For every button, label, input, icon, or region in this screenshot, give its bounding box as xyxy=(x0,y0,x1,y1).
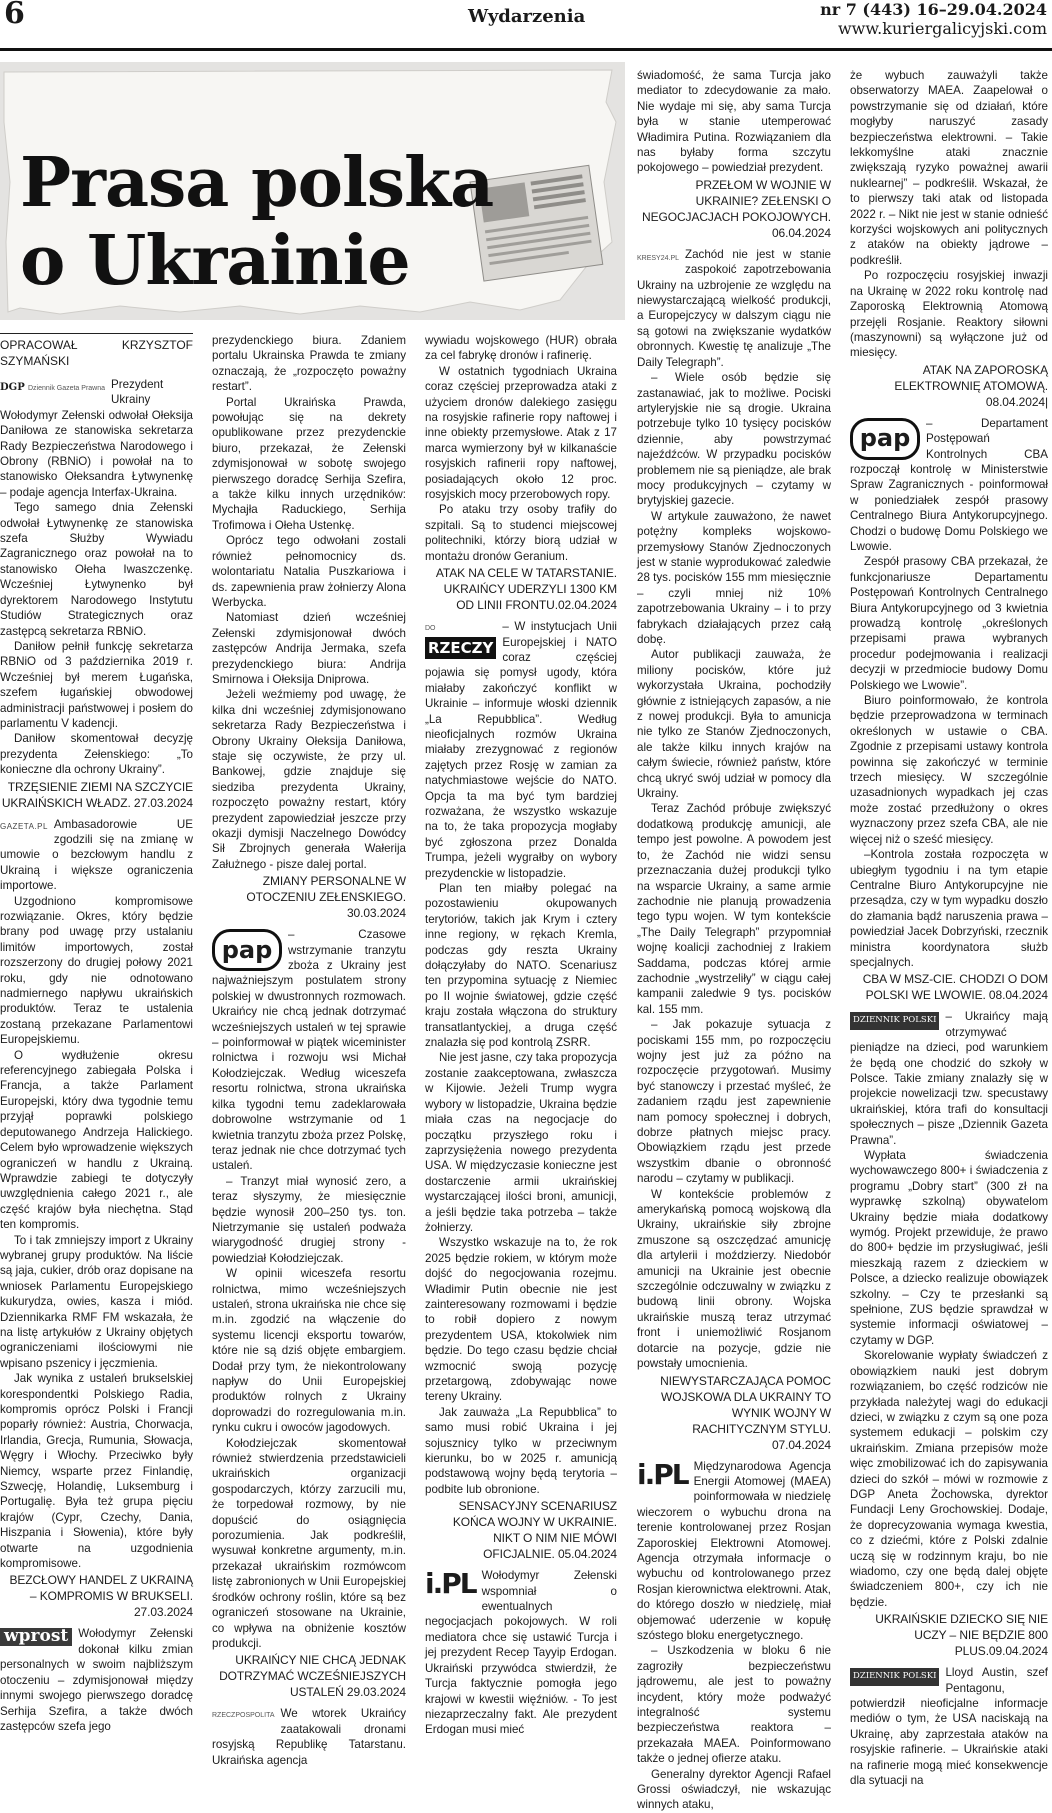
page-header xyxy=(0,0,1052,51)
article-paragraph: We wtorek Ukraińcy zaatakowali dronami rosyjską Republikę Tatarstanu. Ukraińska agencja xyxy=(212,1707,406,1767)
issue-info xyxy=(820,0,1047,38)
article-paragraph: Autor publikacji zauważa, że miliony pocisków, które już wykorzystała Ukraina, pochodziły głównie z istniejących zapasów, a nie z nowej produkcji. Była to amunicja nie tylko ze Stanów Zjednoczonych, ale także kilku innych krajów na całym świecie, również państw, które chcą ukryć swój udział w pomocy dla Ukrainy. xyxy=(637,648,831,801)
article-paragraph: – Jak pokazuje sytuacja z pociskami 155 mm, po rozpoczęciu wojny jest już za późno na rozpoczęcie przygotowań. Musimy być stanowczy i przestać myśleć, że zadaniem rządu jest zapewnienie nam pomocy społecznej i dobrych, dobrze płatnych miejsc pracy. Obowiązkiem rządu jest przede wszystkim dbanie o obronność narodu – czytamy w publikacji. xyxy=(637,1018,831,1186)
article-paragraph: Plan ten miałby polegać na pozostawieniu okupowanych terytoriów, takich jak Krym i cztery inne regiony, w rękach Kremla, podczas gdy reszta Ukrainy dołączyłaby do NATO. Scenariusz ten przypomina sytuację z Niemiec po II wojnie światowej, gdzie część kraju została włączona do struktury transatlantyckiej, a druga część znalazła się pod kontrolą ZSRR. xyxy=(425,882,617,1050)
pap-logo: pap xyxy=(850,418,920,460)
rzeczpospolita-logo: RZECZPOSPOLITA xyxy=(212,1712,275,1720)
article-paragraph: Tego samego dnia Zełenski odwołał Łytwynenkę ze stanowiska szefa Służby Wywiadu Zagranicznego oraz powołał na to stanowisko Ołeha Iwaszczenkę. Wcześniej Łytwynenko był dyrektorem Narodowego Instytutu Studiów Strategicznych oraz zastępcą sekretarza RBNiO. xyxy=(0,501,193,638)
article-headline: ZMIANY PERSONALNE W OTOCZENIU ZEŁENSKIEGO. 30.03.2024 xyxy=(246,874,406,921)
article-paragraph: Teraz Zachód próbuje zwiększyć dodatkową produkcję amunicji, ale tempo jest powolne. A powodem jest to, że Zachód nie widzi sensu przeznaczania dużej produkcji tylko na wsparcie Ukrainy, a same armie zachodnie nie planują prowadzenia tego typu wojen. W tym kontekście „The Daily Telegraph” przypomniał wojnę koalicji zachodniej z Irakiem Saddama, podczas której armie zachodnie „wystrzeliły” w ciągu całej kampanii zaledwie 9 tys. pocisków kal. 155 mm. xyxy=(637,802,831,1016)
article-headline: SENSACYJNY SCENARIUSZ KOŃCA WOJNY W UKRAINIE. NIKT O NIM NIE MÓWI OFICJALNIE. 05.04.2024 xyxy=(452,1499,617,1562)
article-paragraph: Natomiast dzień wcześniej Zełenski zdymisjonował dwóch zastępców Andrija Jermaka, szefa prezydenckiego biura: Andrija Smirnowa i Ołeksija Dniprowa. xyxy=(212,611,406,686)
article-headline: TRZĘSIENIE ZIEMI NA SZCZYCIE UKRAIŃSKICH WŁADZ. 27.03.2024 xyxy=(1,779,193,810)
article-paragraph: Wołodymyr Zełenski dokonał kilku zmian personalnych w swoim najbliższym otoczeniu – zdymisjonował między innymi swojego pierwszego doradcę Serhija Szefira, a także dwóch zastępców szefa jego xyxy=(0,1627,193,1733)
article-paragraph: – W instytucjach Unii Europejskiej i NATO coraz częściej pojawia się pomysł ugody, która miałaby zakończyć konflikt w Ukrainie – informuje włoski dziennik „La Repubblica”. Według nieoficjalnych rozmów Ukraina miałaby zrezygnować z regionów zajętych przez Rosję w zamian za natychmiastowe wejście do NATO. Opcja ta ma być tym bardziej rozważana, że wszystko wskazuje na to, że taka propozycja mogłaby być zgłoszona przez Donalda Trumpa, jeżeli wygrałby on wybory prezydenckie w listopadzie. xyxy=(425,620,617,880)
dziennik-polski-logo: DZIENNIK POLSKI xyxy=(850,1668,939,1685)
ipl-logo: i.PL xyxy=(637,1457,688,1491)
wprost-logo: wprost xyxy=(0,1628,72,1645)
article-paragraph: Ambasadorowie UE zgodzili się na zmianę w umowie o bezcłowym handlu z Ukrainą i większe ograniczenia importowe. xyxy=(0,817,193,893)
article-paragraph: Wołodymyr Zełenski wspomniał o ewentualnych negocjacjach pokojowych. W roli mediatora chce się ustawić Turcja i jej prezydent Recep Tayyip Erdogan. Ukraiński przywódca stwierdził, że Turcja faktycznie pomogła jego krajowi w kwestii więźniów. - To jest niezaprzeczalny fakt. Ale prezydent Erdogan musi mieć xyxy=(425,1569,617,1737)
article-paragraph: – Ukraińcy mają otrzymywać pieniądze na dzieci, pod warunkiem że będą one chodzić do szkoły w Polsce. Takie zmiany znalazły się w projekcie nowelizacji tzw. specustawy ukraińskiej, która trafi do konsultacji społecznych – pisze „Dziennik Gazeta Prawna”. xyxy=(850,1010,1048,1147)
article-paragraph: To i tak zmniejszy import z Ukrainy wybranej grupy produktów. Na liście są jaja, cukier, drób oraz dopisane na wniosek Parlamentu Europejskiego kukurydza, owies, kasza i miód. Dziennikarka RMF FM wskazała, że na listę artykułów z Ukrainy objętych ograniczeniami ilościowymi nie wpisano pszenicy i jęczmienia. xyxy=(0,1233,193,1370)
article-paragraph: O wydłużenie okresu referencyjnego zabiegała Polska i Francja, a także Parlament Europejski, który dwa tygodnie temu przyjął poprawki polskiego deputowanego Andrzeja Halickiego. Celem było wprowadzenie większych ograniczeń w handlu z Ukrainą. Wprawdzie zabiegi te dotyczyły uwzględnienia całego 2021 r., ale część krajów była niechętna. Stąd ten kompromis. xyxy=(0,1048,193,1232)
article-paragraph: W opinii wiceszefa resortu rolnictwa, mimo wcześniejszych ustaleń, strona ukraińska nie chce się m.in. zgodzić na włączenie do systemu licencji eksportu towarów, które nie są dziś objęte embargiem. Dodał przy tym, że niekontrolowany napływ do Unii Europejskiej produktów rolnych z Ukrainy doprowadzi do rozregulowania m.in. rynku cukru i owoców jagodowych. xyxy=(212,1267,406,1435)
article-paragraph: Lloyd Austin, szef Pentagonu, potwierdził nieoficjalne informacje mediów o tym, że USA naciskają na Ukrainę, aby zaprzestała ataków na rosyjskie rafinerie. – Ukraińskie ataki na rafinerie mogą mieć konsekwencje dla sytuacji na xyxy=(850,1666,1048,1788)
title-banner xyxy=(0,62,625,320)
author-byline: OPRACOWAŁ KRZYSZTOF SZYMAŃSKI xyxy=(0,333,193,369)
section-title: Wydarzenia xyxy=(468,6,586,27)
page-number: 6 xyxy=(4,0,25,31)
article-paragraph: Po ataku trzy osoby trafiły do szpitali. Są to studenci miejscowej politechniki, którzy biorą udział w montażu dronów Geranium. xyxy=(425,503,617,563)
article-headline: NIEWYSTARCZAJĄCA POMOC WOJSKOWA DLA UKRAINY TO WYNIK WOJNY W RACHITYCZNYM STYLU. 07.04.2024 xyxy=(660,1373,831,1452)
article-headline: ATAK NA ZAPOROSKĄ ELEKTROWNIĘ ATOMOWĄ. 08.04.2024| xyxy=(894,362,1048,409)
article-headline: BEZCŁOWY HANDEL Z UKRAINĄ – KOMPROMIS W BRUKSELI. 27.03.2024 xyxy=(9,1573,193,1620)
article-paragraph: Nie jest jasne, czy taka propozycja zostanie zaakceptowana, zwłaszcza w Kijowie. Jeżeli Trump wygra wybory w listopadzie, Ukraina będzie miała czas na negocjacje do początku przyszłego roku i zaprzysiężenia nowego prezydenta USA. W międzyczasie konieczne jest dostarczenie armii ukraińskiej wystarczającej ilości broni, amunicji, a jeśli będzie taka potrzeba – także żołnierzy. xyxy=(425,1051,617,1234)
article-paragraph: Zachód nie jest w stanie zaspokoić zapotrzebowania Ukrainy na uzbrojenie ze względu na niewystarczającą wielkość produkcji, a Europejczycy w dalszym ciągu nie są gotowi na zwiększanie wydatków obronnych. Kwestię tę analizuje „The Daily Telegraph”. xyxy=(637,247,831,369)
dziennik-polski-logo: DZIENNIK POLSKI xyxy=(850,1012,939,1029)
dgp-logo: DGP Dziennik Gazeta Prawna xyxy=(0,382,106,393)
article-paragraph: Zespół prasowy CBA przekazał, że funkcjonariusze Departamentu Postępowań Kontrolnych Centralnego Biura Antykorupcyjnego od 3 kwietnia prowadzą kontrolę „określonych przepisami prawa wybranych procedur podejmowania i realizacji decyzji w przedmiocie budowy Domu Polskiego we Lwowie”. xyxy=(850,555,1048,692)
article-headline: UKRAIŃCY NIE CHCĄ JEDNAK DOTRZYMAĆ WCZEŚNIEJSZYCH USTALEŃ 29.03.2024 xyxy=(219,1653,406,1700)
kresy24-logo: KRESY24.PL xyxy=(637,254,680,262)
article-paragraph: Uzgodniono kompromisowe rozwiązanie. Okres, który będzie brany pod uwagę przy ustalaniu limitów importowych, został rozszerzony do drugiej połowy 2021 roku, gdy nie odnotowano nadmiernego napływu ukraińskich produktów. Teraz te ustalenia zostaną przekazane Parlamentowi Europejskiemu. xyxy=(0,894,193,1047)
issue-number: nr 7 (443) 16–29.04.2024 xyxy=(820,0,1047,19)
column-2 xyxy=(212,333,406,1768)
article-paragraph: – Tranzyt miał wynosić zero, a teraz słyszymy, że miesięcznie będzie wynosił 200–250 tys. ton. Nietrzymanie się ustaleń podważa wiarygodność drugiej strony - powiedział Kołodziejczak. xyxy=(212,1174,406,1265)
article-paragraph: Kołodziejczak skomentował również stwierdzenia przedstawicieli ukraińskich organizacji gospodarczych, którzy zarzucili mu, że torpedował rozmowy, by nie dopuścić do osiągnięcia porozumienia. Jak podkreślił, wysuwał konkretne argumenty, m.in. przekazał ukraińskim rozmówcom listę zabronionych w Unii Europejskiej środków ochrony roślin, które są bez ograniczeń stosowane na Ukrainie, co wpływa na obniżenie kosztów produkcji. xyxy=(212,1436,406,1650)
page-title xyxy=(20,144,493,300)
title-line-1: Prasa polska xyxy=(20,143,494,223)
article-paragraph: Oprócz tego odwołani zostali również pełnomocnicy ds. wolontariatu Natalia Puszkariowa i ds. zapewnienia praw żołnierzy Alona Werbycka. xyxy=(212,534,406,609)
article-paragraph: W ostatnich tygodniach Ukraina coraz częściej przeprowadza ataki z użyciem dronów dalekiego zasięgu na rosyjskie rafinerie ropy naftowej i inne obiekty przemysłowe. Atak z 17 marca wymierzony był w kilkanaście rosyjskich rafinerii ropy naftowej, posiadających około 12 proc. rosyjskich mocy przerobowych ropy. xyxy=(425,364,617,502)
article-paragraph: Prezydent Ukrainy Wołodymyr Zełenski odwołał Ołeksija Daniłowa ze stanowiska sekretarza Rady Bezpieczeństwa Narodowego i Obrony (RBNiO) i powołał na to stanowisko Ołeksandra Łytwynenkę – podaje agencja Interfax-Ukraina. xyxy=(0,378,193,499)
article-paragraph: – Uszkodzenia w bloku 6 nie zagroziły bezpieczeństwu jądrowemu, ale jest to poważny incydent, który może podważyć integralność systemu bezpieczeństwa reaktora – przekazała MAEA. Poinformowano także o jednej ofierze ataku. xyxy=(637,1644,831,1766)
column-1 xyxy=(0,333,193,1734)
site-url[interactable]: www.kuriergalicyjski.com xyxy=(837,19,1047,38)
article-paragraph: W kontekście problemów z amerykańską pomocą wojskową dla Ukrainy, ukraińskie siły zbrojne zmuszone są oszczędzać amunicję dla artylerii i moździerzy. Niedobór amunicji na Ukrainie jest obecnie szczególnie odczuwalny w związku z budową linii obrony. Wojska ukraińskie muszą teraz utrzymać front i uniemożliwić Rosjanom dotarcie na pozycje, gdzie nie powstały umocnienia. xyxy=(637,1187,831,1371)
article-paragraph: Portal Ukraińska Prawda, powołując się na dekrety opublikowane przez prezydenckie biuro, przekazał, że Zełenski zdymisjonował w sobotę swojego pierwszego doradcę Serhija Szefira, a także kilku innych urzędników: Mychajła Raduckiego, Serhija Trofimowa i Ołeha Ustenkę. xyxy=(212,395,406,532)
article-headline: ATAK NA CELE W TATARSTANIE. UKRAIŃCY UDERZYLI 1300 KM OD LINII FRONTU.02.04.2024 xyxy=(435,566,617,613)
gazeta-logo: GAZETA.PL xyxy=(0,821,48,831)
article-paragraph: Daniłow skomentował decyzję prezydenta Zełenskiego: „To konieczne dla ochrony Ukrainy”. xyxy=(0,732,193,777)
article-paragraph: Jeżeli weźmiemy pod uwagę, że kilka dni wcześniej zdymisjonowano sekretarza Rady Bezpieczeństwa i Obrony Ukrainy Ołeksija Daniłowa, staje się oczywiste, że przy ul. Bankowej, gdzie znajduje się siedziba prezydenta Ukrainy, rozpoczęto poważny restart, który prezydent zapowiedział jeszcze przy okazji dymisji Naczelnego Dowódcy Sił Zbrojnych generała Wałerija Załużnego - pisze dalej portal. xyxy=(212,688,406,871)
article-headline: PRZEŁOM W WOJNIE W UKRAINIE? ZEŁENSKI O NEGOCJACJACH POKOJOWYCH. 06.04.2024 xyxy=(642,177,831,240)
column-3 xyxy=(425,333,617,1738)
article-paragraph: Po rozpoczęciu rosyjskiej inwazji na Ukrainę w 2022 roku kontrolę nad Zaporoską Elektrownią Atomową przejęli Rosjanie. Reaktory siłowni (maszynowni) są wyłączone już od miesięcy. xyxy=(850,269,1048,360)
article-paragraph: Biuro poinformowało, że kontrola będzie przeprowadzona w terminach określonych w ustawie o CBA. Zgodnie z przepisami ustawy kontrola powinna się zakończyć w terminie trzech miesięcy. W szczególnie uzasadnionych wypadkach jej czas może zostać przedłużony o okres wyznaczony przez szefa CBA, ale nie więcej niż o sześć miesięcy. xyxy=(850,694,1048,846)
column-4 xyxy=(637,68,831,1813)
article-paragraph: Wypłata świadczenia wychowawczego 800+ i świadczenia z programu „Dobry start” (300 zł na wyprawkę szkolną) obywatelom Ukrainy będzie miała dodatkowy wymóg. Projekt przewiduje, że prawo do 800+ będzie im przysługiwać, jeśli mieszkają razem z dzieckiem w Polsce, a dziecko realizuje obowiązek szkolny. – Czy te przesłanki są spełnione, ZUS będzie sprawdzał w systemie informacji oświatowej – czytamy w DGP. xyxy=(850,1149,1048,1347)
column-5 xyxy=(850,68,1048,1788)
article-headline: UKRAIŃSKIE DZIECKO SIĘ NIE UCZY – NIE BĘDZIE 800 PLUS.09.04.2024 xyxy=(875,1612,1048,1659)
article-paragraph: – Czasowe wstrzymanie tranzytu zboża z Ukrainy jest najważniejszym postulatem strony polskiej w dwustronnych rozmowach. Ukraińcy nie chcą jednak dotrzymać wcześniejszych ustaleń w tej sprawie – poinformował w piątek wiceminister rolnictwa i rozwoju wsi Michał Kołodziejczak. Według wiceszefa resortu rolnictwa, strona ukraińska kilka tygodni temu zadeklarowała dobrowolne wstrzymanie od 1 kwietnia tranzytu zboża przez Polskę, teraz jednak nie chce dotrzymać tych ustaleń. xyxy=(212,928,406,1173)
article-paragraph: Daniłow pełnił funkcję sekretarza RBNiO od 3 października 2019 r. Wcześniej był merem Ługańska, szefem ługańskiej obwodowej administracji państwowej i posłem do parlamentu V kadencji. xyxy=(0,639,193,730)
article-paragraph: W artykule zauważono, że nawet potężny kompleks wojskowo-przemysłowy Stanów Zjednoczonych jest w stanie wyprodukować zaledwie 28 tys. pocisków 155 mm miesięcznie – czyli mniej niż 10% zapotrzebowania Ukrainy – i to przy fabrykach działających przez całą dobę. xyxy=(637,509,831,646)
ipl-logo: i.PL xyxy=(425,1567,476,1601)
article-paragraph: Jak zauważa „La Repubblica” to samo musi robić Ukraina i jej sojusznicy tylko w przeciwnym kierunku, bo w 2025 r. amunicją podstawową wojny będą terytoria – podbite lub obronione. xyxy=(425,1405,617,1496)
article-paragraph: Skorelowanie wypłaty świadczeń z obowiązkiem nauki jest dobrym rozwiązaniem, bo część rodziców nie przykłada należytej wagi do edukacji dzieci, w związku z czym są one poza systemem edukacji – polskim czy ukraińskim. Zmiana przepisów może więc zmobilizować ich do zapisywania dzieci do szkół – mówi w rozmowie z DGP Aneta Żochowska, dyrektor Fundacji Leny Grochowskiej. Dodaje, że doprecyzowania wymaga kwestia, co z dziećmi, które z Polski zdalnie uczą się w rodzinnym kraju, bo nie wiadomo, czy one będą dalej objęte świadczeniem 800+, czy ich nie będzie. xyxy=(850,1349,1048,1609)
article-paragraph: że wybuch zauważyli także obserwatorzy MAEA. Zaapelował o powstrzymanie się od działań, które mogłyby naruszyć zasady bezpieczeństwa elektrowni. – Takie lekkomyślne ataki znacznie zwiększają ryzyko poważnej awarii nuklearnej” – podkreślił. Wskazał, że to pierwszy taki atak od listopada 2022 r. – Nikt nie jest w stanie odnieść korzyści wojskowych ani politycznych z ataków na obiekty jądrowe – podkreślił. xyxy=(850,69,1048,267)
article-paragraph: Jak wynika z ustaleń brukselskiej korespondentki Polskiego Radia, kompromis oprócz Polski i Francji poparły również: Austria, Chorwacja, Irlandia, Grecja, Rumunia, Słowacja, Węgry i Włochy. Przeciwko były Niemcy, wsparte przez Finlandię, Szwecję, Holandię, Luksemburg i Portugalię. Była też grupa pięciu krajów (Cypr, Czechy, Dania, Hiszpania i Słowenia), które były otwarte na uzgodnienia kompromisowe. xyxy=(0,1372,193,1571)
article-paragraph: wywiadu wojskowego (HUR) obrała za cel fabrykę dronów i rafinerię. xyxy=(425,334,617,363)
article-paragraph: – Departament Postępowań Kontrolnych CBA rozpoczął kontrolę w Ministerstwie Spraw Zagranicznych - poinformował w poniedziałek zespół prasowy Centralnego Biura Antykorupcyjnego. Chodzi o budowę Domu Polskiego we Lwowie. xyxy=(850,416,1048,553)
article-paragraph: Wszystko wskazuje na to, że rok 2025 będzie rokiem, w którym może dojść do negocjowania rozejmu. Władimir Putin obecnie nie jest zainteresowany rozmowami i będzie to robił dopiero z nowym prezydentem USA, ktokolwiek nim będzie. Do tego czasu będzie chciał wzmocnić swoją pozycję przetargową, zdobywając nowe tereny Ukrainy. xyxy=(425,1236,617,1404)
article-paragraph: Międzynarodowa Agencja Energii Atomowej (MAEA) poinformowała w niedzielę wieczorem o wybuchu drona na terenie kontrolowanej przez Rosjan Zaporoskiej Elektrowni Atomowej. Agencja otrzymała informacje o wybuchu od kontrolowanego przez Rosjan kierownictwa elektrowni. Atak, do którego doszło w niedzielę, miał objemować uderzenie w kopułę szóstego bloku energetycznego. xyxy=(637,1459,831,1642)
article-paragraph: prezydenckiego biura. Zdaniem portalu Ukrainska Prawda te zmiany oznaczają, że „rozpoczęto poważny restart”. xyxy=(212,334,406,394)
article-headline: CBA W MSZ-CIE. CHODZI O DOM POLSKI WE LWOWIE. 08.04.2024 xyxy=(862,972,1048,1003)
do-rzeczy-logo: DO RZECZY xyxy=(425,621,496,658)
article-paragraph: świadomość, że sama Turcja jako mediator to zdecydowanie za mało. Nie wydaje mi się, aby sama Turcja była w stanie utemperować Władimira Putina. Rozwiązaniem dla nas byłaby forma szczytu pokojowego – powiedział prezydent. xyxy=(637,69,831,175)
article-paragraph: Generalny dyrektor Agencji Rafael Grossi oświadczył, nie wskazując winnych ataku, xyxy=(637,1767,831,1812)
article-paragraph: – Wiele osób będzie się zastanawiać, jak to możliwe. Pociski artyleryjskie nie są drogie. Ukraina potrzebuje tylko 10 tysięcy pocisków dziennie, aby powstrzymać najeźdźców. W przypadku pocisków problemem nie są pieniądze, ale brak mocy produkcyjnych – czytamy w brytyjskiej gazecie. xyxy=(637,371,831,508)
pap-logo: pap xyxy=(212,929,282,971)
title-line-2: o Ukrainie xyxy=(20,221,410,301)
article-paragraph: –Kontrola została rozpoczęta w ubiegłym tygodniu i na tym etapie Centralne Biuro Antykorupcyjne nie przesądza, czy w tym wypadku doszło do złamania bądź naruszenia prawa – powiedział Jacek Dobrzyński, rzecznik ministra koordynatora służb specjalnych. xyxy=(850,848,1048,969)
